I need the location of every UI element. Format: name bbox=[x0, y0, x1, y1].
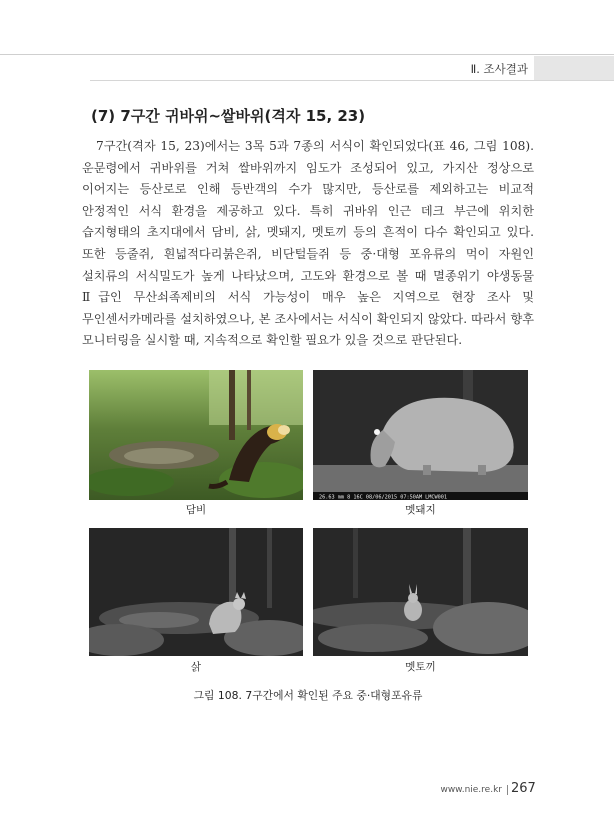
body-line: 모니터링을 실시할 때, 지속적으로 확인할 필요가 있을 것으로 판단된다. bbox=[82, 333, 463, 348]
body-paragraph bbox=[82, 136, 534, 352]
page-number: 267 bbox=[511, 781, 536, 796]
body-line: 설치류의 서식밀도가 높게 나타났으며, 고도와 환경으로 볼 때 멸종위기 야생동물 bbox=[82, 268, 534, 283]
footer-separator bbox=[507, 785, 508, 795]
camera-stamp: 26.63 mm 8 16C 08/06/2015 07:50AM LMCW001 bbox=[319, 494, 448, 500]
photo-caption: 삵 bbox=[190, 661, 202, 673]
photo-marten bbox=[89, 370, 303, 500]
photo-leopard-cat bbox=[89, 528, 303, 656]
body-line: 또한 등줄쥐, 흰넓적다리붉은쥐, 비단털들쥐 등 중·대형 포유류의 먹이 자원인 bbox=[82, 246, 534, 261]
body-line: 이어지는 등산로로 인해 등반객의 수가 많지만, 등산로를 제외하고는 비교적 bbox=[82, 182, 534, 197]
body-line: Ⅱ급인 무산쇠족제비의 서식 가능성이 매우 높은 지역으로 현장 조사 및 bbox=[82, 290, 534, 305]
photo-caption: 멧토끼 bbox=[405, 661, 436, 673]
photo-hare bbox=[313, 528, 528, 656]
section-title: (7) 7구간 귀바위~쌀바위(격자 15, 23) bbox=[91, 107, 366, 125]
body-line: 7구간(격자 15, 23)에서는 3목 5과 7종의 서식이 확인되었다(표 46, 그림 108). bbox=[96, 139, 534, 153]
header-rule bbox=[90, 80, 614, 81]
photo-wild-boar bbox=[313, 370, 528, 500]
photo-caption: 멧돼지 bbox=[405, 504, 436, 516]
footer-url: www.nie.re.kr bbox=[440, 785, 502, 795]
photo-caption: 담비 bbox=[185, 504, 207, 516]
body-line: 안정적인 서식 환경을 제공하고 있다. 특히 귀바위 인근 데크 부근에 위치한 bbox=[82, 203, 534, 218]
figure-caption: 그림 108. 7구간에서 확인된 주요 중·대형포유류 bbox=[193, 689, 423, 702]
top-rule bbox=[0, 54, 614, 55]
header-tab bbox=[534, 56, 614, 80]
body-line: 습지형태의 초지대에서 담비, 삵, 멧돼지, 멧토끼 등의 흔적이 다수 확인되고 있다. bbox=[82, 225, 534, 240]
running-header: Ⅱ. 조사결과 bbox=[470, 62, 528, 76]
body-line: 무인센서카메라를 설치하였으나, 본 조사에서는 서식이 확인되지 않았다. 따라서 향후 bbox=[82, 311, 534, 326]
body-line: 운문령에서 귀바위를 거쳐 쌀바위까지 임도가 조성되어 있고, 가지산 정상으로 bbox=[82, 160, 534, 175]
